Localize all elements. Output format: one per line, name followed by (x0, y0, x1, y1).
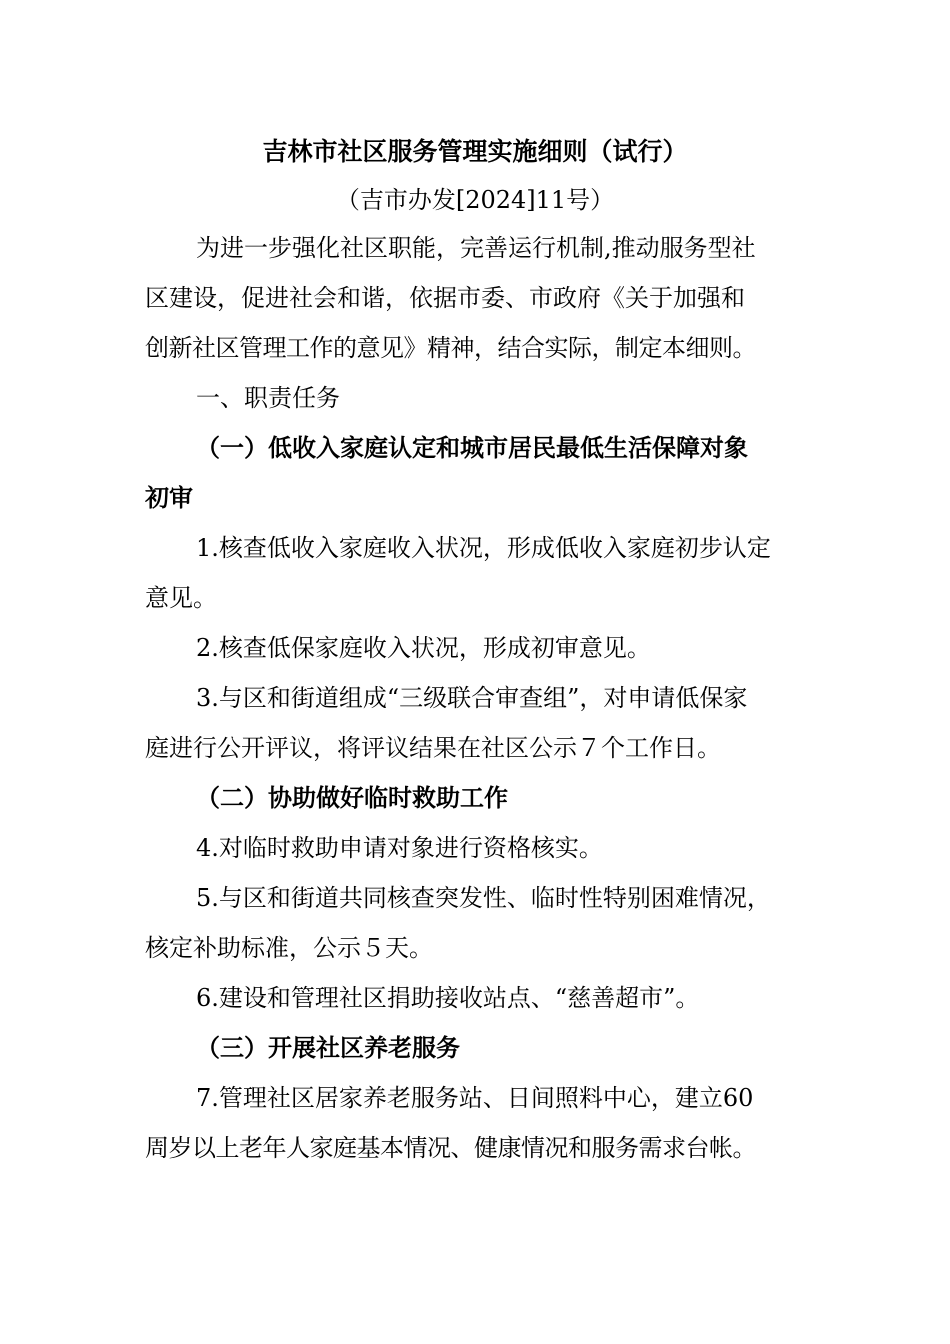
item-6: 6.建设和管理社区捐助接收站点、“慈善超市”。 (196, 984, 700, 1012)
subsection-heading-1-cont: 初审 (145, 483, 193, 512)
document-number: （吉市办发[2024]11号） (335, 186, 615, 214)
item-5-line-2: 核定补助标准，公示５天。 (145, 934, 433, 962)
item-5-line-1: 5.与区和街道共同核查突发性、临时性特别困难情况， (196, 884, 771, 912)
intro-line-3: 创新社区管理工作的意见》精神，结合实际，制定本细则。 (145, 334, 756, 362)
item-7-line-2: 周岁以上老年人家庭基本情况、健康情况和服务需求台帐。 (145, 1134, 756, 1162)
item-2: 2.核查低保家庭收入状况，形成初审意见。 (196, 634, 651, 662)
item-7-line-1: 7.管理社区居家养老服务站、日间照料中心，建立60 (196, 1084, 754, 1112)
item-3-line-1: 3.与区和街道组成“三级联合审查组”，对申请低保家 (196, 684, 748, 712)
item-1-line-2: 意见。 (145, 584, 217, 612)
document-title: 吉林市社区服务管理实施细则（试行） (262, 137, 688, 166)
intro-line-2: 区建设，促进社会和谐，依据市委、市政府《关于加强和 (145, 284, 745, 312)
subsection-heading-2: （二）协助做好临时救助工作 (196, 783, 508, 812)
subsection-heading-1: （一）低收入家庭认定和城市居民最低生活保障对象 (196, 433, 748, 462)
item-1-line-1: 1.核查低收入家庭收入状况，形成低收入家庭初步认定 (196, 534, 771, 562)
intro-line-1: 为进一步强化社区职能，完善运行机制,推动服务型社 (196, 234, 756, 262)
subsection-heading-3: （三）开展社区养老服务 (196, 1033, 460, 1062)
section-heading-1: 一、职责任务 (196, 384, 340, 412)
item-3-line-2: 庭进行公开评议，将评议结果在社区公示７个工作日。 (145, 734, 721, 762)
item-4: 4.对临时救助申请对象进行资格核实。 (196, 834, 603, 862)
